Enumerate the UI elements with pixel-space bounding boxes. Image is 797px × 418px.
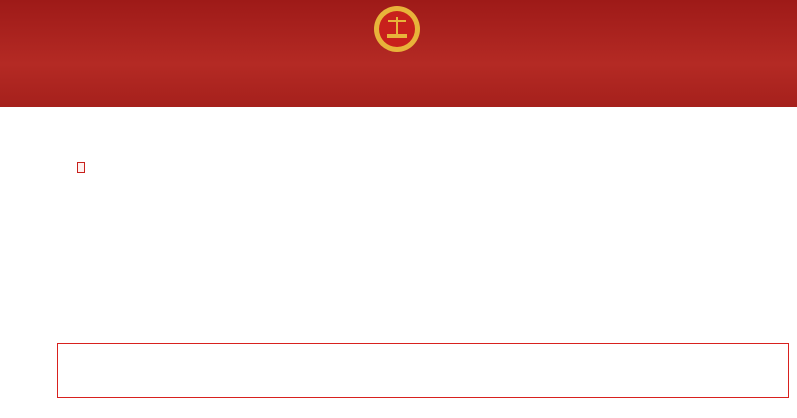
court-emblem-icon	[372, 4, 422, 54]
correction-tag[interactable]	[77, 162, 85, 173]
site-header	[0, 0, 797, 107]
highlight-box	[57, 343, 789, 398]
